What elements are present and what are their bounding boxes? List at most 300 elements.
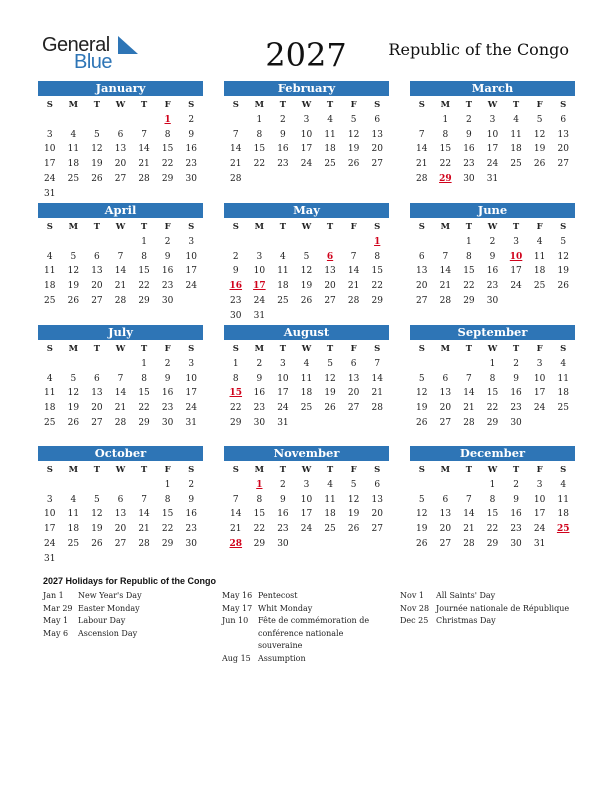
holiday-date: Dec 25 <box>400 616 429 625</box>
day-cell: 12 <box>347 494 360 505</box>
day-cell: 7 <box>117 251 124 262</box>
day-cell: 11 <box>67 509 80 520</box>
day-cell: 27 <box>347 403 360 414</box>
day-cell: 24 <box>44 538 56 549</box>
day-cell: 6 <box>560 114 567 125</box>
brand-blue-text: Blue <box>74 51 113 73</box>
day-cell: 26 <box>416 538 428 549</box>
day-cell: 19 <box>416 403 428 414</box>
day-cell: 19 <box>91 159 103 170</box>
month-title: September <box>410 325 575 340</box>
day-cell: 28 <box>463 538 475 549</box>
month-march <box>410 81 575 187</box>
day-cell: 5 <box>70 251 77 262</box>
day-cell: 8 <box>466 251 472 262</box>
day-cell: 22 <box>253 524 266 535</box>
day-cell: 30 <box>486 295 499 306</box>
empty-day <box>457 478 481 493</box>
weekday-header: T <box>140 100 148 110</box>
day-cell: 10 <box>277 373 289 384</box>
day-cell: 20 <box>439 403 452 414</box>
day-cell: 17 <box>486 144 499 155</box>
day-cell: 14 <box>439 266 452 277</box>
weekday-header: T <box>140 465 148 475</box>
day-cell: 12 <box>416 509 428 520</box>
day-cell: 29 <box>138 417 150 428</box>
month-september <box>410 325 575 431</box>
empty-day <box>224 113 248 128</box>
day-cell: 26 <box>557 281 569 292</box>
day-cell: 14 <box>230 144 242 155</box>
day-cell: 24 <box>277 403 289 414</box>
holiday-name: New Year's Day <box>78 591 142 600</box>
holiday-day: 1 <box>164 114 171 125</box>
weekday-header: S <box>188 222 195 232</box>
weekday-header: S <box>374 222 381 232</box>
holiday-day: 17 <box>253 281 266 292</box>
day-cell: 15 <box>486 388 499 399</box>
day-cell: 27 <box>439 417 452 428</box>
day-cell: 28 <box>463 417 475 428</box>
day-cell: 8 <box>164 129 171 140</box>
day-cell: 20 <box>324 281 336 292</box>
day-cell: 25 <box>510 159 522 170</box>
day-cell: 8 <box>164 494 171 505</box>
day-cell: 26 <box>416 417 428 428</box>
day-cell: 17 <box>533 509 546 520</box>
day-cell: 15 <box>463 266 475 277</box>
day-cell: 22 <box>486 524 499 535</box>
day-cell: 1 <box>141 236 147 247</box>
day-cell: 22 <box>371 281 383 292</box>
weekday-header: S <box>46 100 53 110</box>
day-cell: 20 <box>114 159 127 170</box>
month-days-grid <box>410 98 575 187</box>
day-cell: 21 <box>114 403 127 414</box>
weekday-header: M <box>440 100 451 110</box>
month-title: April <box>38 203 203 218</box>
day-cell: 28 <box>439 295 452 306</box>
day-cell: 18 <box>557 509 569 520</box>
weekday-header: W <box>487 100 498 110</box>
weekday-header: W <box>115 222 126 232</box>
month-title: December <box>410 446 575 461</box>
day-cell: 3 <box>489 114 496 125</box>
weekday-header: S <box>418 100 425 110</box>
day-cell: 10 <box>44 144 56 155</box>
day-cell: 13 <box>371 129 383 140</box>
day-cell: 28 <box>347 295 360 306</box>
month-title: February <box>224 81 389 96</box>
empty-day <box>109 478 133 493</box>
day-cell: 15 <box>371 266 383 277</box>
day-cell: 25 <box>324 159 336 170</box>
day-cell: 22 <box>161 159 174 170</box>
weekday-header: W <box>115 100 126 110</box>
day-cell: 29 <box>230 417 242 428</box>
day-cell: 5 <box>418 494 425 505</box>
weekday-header: T <box>512 465 520 475</box>
day-cell: 6 <box>374 479 381 490</box>
day-cell: 10 <box>533 494 546 505</box>
day-cell: 12 <box>416 388 428 399</box>
month-june <box>410 203 575 309</box>
day-cell: 20 <box>557 144 569 155</box>
day-cell: 23 <box>510 524 522 535</box>
day-cell: 1 <box>232 358 239 369</box>
day-cell: 21 <box>439 281 452 292</box>
day-cell: 5 <box>327 358 333 369</box>
weekday-header: T <box>93 222 101 232</box>
day-cell: 1 <box>489 479 496 490</box>
day-cell: 16 <box>185 144 197 155</box>
day-cell: 15 <box>253 144 266 155</box>
holiday-date: Jan 1 <box>43 591 64 600</box>
day-cell: 30 <box>510 538 522 549</box>
month-days-grid <box>38 220 203 309</box>
day-cell: 5 <box>94 129 100 140</box>
weekday-header: T <box>140 344 148 354</box>
day-cell: 19 <box>533 144 546 155</box>
day-cell: 24 <box>44 173 56 184</box>
day-cell: 7 <box>350 251 357 262</box>
day-cell: 4 <box>536 236 543 247</box>
day-cell: 20 <box>416 281 428 292</box>
day-cell: 10 <box>533 373 546 384</box>
day-cell: 18 <box>324 144 336 155</box>
weekday-header: F <box>536 100 543 110</box>
day-cell: 7 <box>374 358 381 369</box>
day-cell: 13 <box>114 509 127 520</box>
day-cell: 1 <box>141 358 147 369</box>
day-cell: 22 <box>138 281 150 292</box>
day-cell: 13 <box>416 266 428 277</box>
month-days-grid <box>410 220 575 309</box>
day-cell: 14 <box>138 144 150 155</box>
empty-day <box>318 235 342 250</box>
day-cell: 16 <box>277 509 289 520</box>
weekday-header: W <box>487 344 498 354</box>
day-cell: 25 <box>67 173 80 184</box>
day-cell: 25 <box>67 538 80 549</box>
day-cell: 31 <box>486 173 499 184</box>
empty-day <box>224 478 248 493</box>
weekday-header: S <box>46 465 53 475</box>
weekday-header: W <box>115 465 126 475</box>
day-cell: 23 <box>161 281 174 292</box>
day-cell: 10 <box>300 494 313 505</box>
day-cell: 24 <box>253 295 266 306</box>
weekday-header: M <box>68 344 79 354</box>
day-cell: 5 <box>70 373 77 384</box>
day-cell: 15 <box>161 144 174 155</box>
weekday-header: S <box>188 100 195 110</box>
day-cell: 20 <box>371 144 383 155</box>
empty-day <box>38 235 62 250</box>
day-cell: 5 <box>560 236 567 247</box>
day-cell: 23 <box>277 524 289 535</box>
holidays-title: 2027 Holidays for Republic of the Congo <box>43 576 217 586</box>
day-cell: 24 <box>300 159 313 170</box>
day-cell: 6 <box>117 494 124 505</box>
day-cell: 27 <box>91 417 103 428</box>
day-cell: 28 <box>138 538 150 549</box>
month-october <box>38 446 203 567</box>
day-cell: 11 <box>44 388 56 399</box>
holiday-day: 1 <box>374 236 381 247</box>
holiday-name: Fête de commémoration de conférence nationale souveraine <box>258 616 370 650</box>
month-title: June <box>410 203 575 218</box>
day-cell: 13 <box>557 129 569 140</box>
weekday-header: F <box>350 222 357 232</box>
weekday-header: S <box>418 465 425 475</box>
day-cell: 1 <box>442 114 449 125</box>
day-cell: 19 <box>67 403 80 414</box>
day-cell: 23 <box>185 159 197 170</box>
weekday-header: S <box>232 100 239 110</box>
day-cell: 9 <box>188 494 195 505</box>
weekday-header: S <box>374 344 381 354</box>
empty-day <box>434 478 458 493</box>
weekday-header: T <box>279 100 287 110</box>
weekday-header: S <box>560 222 567 232</box>
day-cell: 17 <box>185 266 197 277</box>
holiday-day: 15 <box>229 388 243 399</box>
day-cell: 1 <box>489 358 496 369</box>
holiday-date: Aug 15 <box>222 653 251 663</box>
day-cell: 14 <box>230 509 242 520</box>
weekday-header: F <box>164 100 171 110</box>
day-cell: 3 <box>513 236 519 247</box>
day-cell: 2 <box>256 358 263 369</box>
day-cell: 3 <box>188 358 195 369</box>
day-cell: 22 <box>253 159 266 170</box>
day-cell: 17 <box>44 159 56 170</box>
holiday-entry <box>400 590 570 603</box>
day-cell: 29 <box>463 295 475 306</box>
weekday-header: M <box>440 344 451 354</box>
day-cell: 15 <box>439 144 452 155</box>
holiday-name: Whit Monday <box>258 603 313 613</box>
day-cell: 28 <box>230 173 242 184</box>
day-cell: 15 <box>138 266 150 277</box>
day-cell: 10 <box>44 509 56 520</box>
day-cell: 27 <box>324 295 336 306</box>
day-cell: 29 <box>486 538 499 549</box>
empty-day <box>38 113 62 128</box>
day-cell: 13 <box>439 388 452 399</box>
day-cell: 12 <box>67 266 80 277</box>
empty-day <box>62 235 86 250</box>
holiday-date: May 17 <box>222 603 253 613</box>
day-cell: 6 <box>94 251 100 262</box>
month-days-grid <box>224 220 389 324</box>
weekday-header: T <box>279 222 287 232</box>
day-cell: 3 <box>536 479 543 490</box>
day-cell: 16 <box>510 388 522 399</box>
weekday-header: W <box>487 465 498 475</box>
day-cell: 24 <box>300 524 313 535</box>
day-cell: 29 <box>161 173 174 184</box>
month-days-grid <box>38 463 203 567</box>
month-february <box>224 81 389 187</box>
day-cell: 11 <box>510 129 522 140</box>
holiday-column <box>400 590 570 628</box>
weekday-header: M <box>254 222 265 232</box>
day-cell: 12 <box>300 266 313 277</box>
day-cell: 19 <box>91 524 103 535</box>
day-cell: 14 <box>138 509 150 520</box>
weekday-header: S <box>232 222 239 232</box>
day-cell: 9 <box>513 494 519 505</box>
day-cell: 11 <box>324 129 336 140</box>
weekday-header: W <box>301 222 312 232</box>
day-cell: 25 <box>324 524 336 535</box>
month-july <box>38 325 203 431</box>
weekday-header: T <box>465 222 473 232</box>
holiday-date: May 1 <box>43 616 69 625</box>
day-cell: 7 <box>141 494 147 505</box>
holiday-date: Jun 10 <box>222 616 249 625</box>
day-cell: 3 <box>256 251 263 262</box>
day-cell: 4 <box>70 494 77 505</box>
empty-day <box>109 235 133 250</box>
holiday-name: Pentecost <box>258 591 298 600</box>
day-cell: 14 <box>114 266 127 277</box>
weekday-header: T <box>512 100 520 110</box>
day-cell: 9 <box>256 373 263 384</box>
day-cell: 14 <box>416 144 428 155</box>
weekday-header: S <box>418 222 425 232</box>
weekday-header: M <box>68 465 79 475</box>
day-cell: 11 <box>324 494 336 505</box>
day-cell: 27 <box>371 159 383 170</box>
brand-general-text: General <box>42 34 110 56</box>
empty-day <box>410 478 434 493</box>
day-cell: 5 <box>303 251 310 262</box>
day-cell: 15 <box>486 509 499 520</box>
day-cell: 22 <box>439 159 452 170</box>
day-cell: 8 <box>442 129 449 140</box>
day-cell: 18 <box>44 281 56 292</box>
weekday-header: F <box>536 465 543 475</box>
holiday-entry <box>43 628 208 641</box>
day-cell: 21 <box>114 281 127 292</box>
day-cell: 21 <box>230 524 242 535</box>
holiday-date: May 16 <box>222 591 253 600</box>
day-cell: 7 <box>442 251 449 262</box>
day-cell: 17 <box>300 144 313 155</box>
day-cell: 15 <box>138 388 150 399</box>
month-title: March <box>410 81 575 96</box>
day-cell: 22 <box>486 403 499 414</box>
month-august <box>224 325 389 431</box>
day-cell: 11 <box>557 494 569 505</box>
day-cell: 3 <box>46 494 53 505</box>
day-cell: 23 <box>230 295 242 306</box>
day-cell: 9 <box>188 129 195 140</box>
day-cell: 27 <box>416 295 428 306</box>
day-cell: 25 <box>44 417 56 428</box>
holiday-day: 10 <box>509 251 523 262</box>
day-cell: 16 <box>161 266 174 277</box>
day-cell: 14 <box>371 373 383 384</box>
day-cell: 20 <box>347 388 360 399</box>
empty-day <box>38 478 62 493</box>
day-cell: 16 <box>253 388 266 399</box>
empty-day <box>295 235 319 250</box>
day-cell: 21 <box>463 524 475 535</box>
weekday-header: S <box>560 465 567 475</box>
day-cell: 18 <box>44 403 56 414</box>
day-cell: 13 <box>439 509 452 520</box>
day-cell: 19 <box>347 144 360 155</box>
day-cell: 26 <box>67 417 80 428</box>
month-title: January <box>38 81 203 96</box>
day-cell: 19 <box>324 388 336 399</box>
day-cell: 18 <box>324 509 336 520</box>
weekday-header: F <box>350 100 357 110</box>
weekday-header: F <box>536 344 543 354</box>
day-cell: 19 <box>416 524 428 535</box>
day-cell: 21 <box>347 281 360 292</box>
weekday-header: M <box>68 100 79 110</box>
day-cell: 4 <box>303 358 310 369</box>
day-cell: 18 <box>67 159 80 170</box>
holiday-name: Christmas Day <box>436 616 496 625</box>
day-cell: 28 <box>371 403 383 414</box>
day-cell: 16 <box>463 144 475 155</box>
day-cell: 7 <box>117 373 124 384</box>
day-cell: 3 <box>536 358 543 369</box>
day-cell: 10 <box>185 373 197 384</box>
holiday-entry <box>222 603 372 616</box>
day-cell: 4 <box>70 129 77 140</box>
day-cell: 13 <box>324 266 336 277</box>
day-cell: 30 <box>161 295 174 306</box>
month-april <box>38 203 203 309</box>
day-cell: 16 <box>486 266 499 277</box>
day-cell: 25 <box>300 403 313 414</box>
day-cell: 13 <box>91 266 103 277</box>
empty-day <box>248 235 272 250</box>
empty-day <box>85 357 109 372</box>
day-cell: 22 <box>463 281 475 292</box>
day-cell: 23 <box>463 159 475 170</box>
day-cell: 18 <box>67 524 80 535</box>
weekday-header: S <box>188 344 195 354</box>
day-cell: 25 <box>44 295 56 306</box>
month-title: May <box>224 203 389 218</box>
day-cell: 13 <box>114 144 127 155</box>
weekday-header: F <box>164 465 171 475</box>
day-cell: 9 <box>164 373 171 384</box>
empty-day <box>62 357 86 372</box>
day-cell: 7 <box>466 373 472 384</box>
month-days-grid <box>224 463 389 552</box>
day-cell: 9 <box>280 494 286 505</box>
month-title: August <box>224 325 389 340</box>
weekday-header: T <box>93 465 101 475</box>
day-cell: 31 <box>533 538 546 549</box>
month-days-grid <box>410 463 575 552</box>
day-cell: 30 <box>253 417 266 428</box>
weekday-header: T <box>512 344 520 354</box>
day-cell: 14 <box>347 266 360 277</box>
month-may <box>224 203 389 324</box>
holiday-name: Easter Monday <box>78 603 140 613</box>
day-cell: 2 <box>280 114 286 125</box>
